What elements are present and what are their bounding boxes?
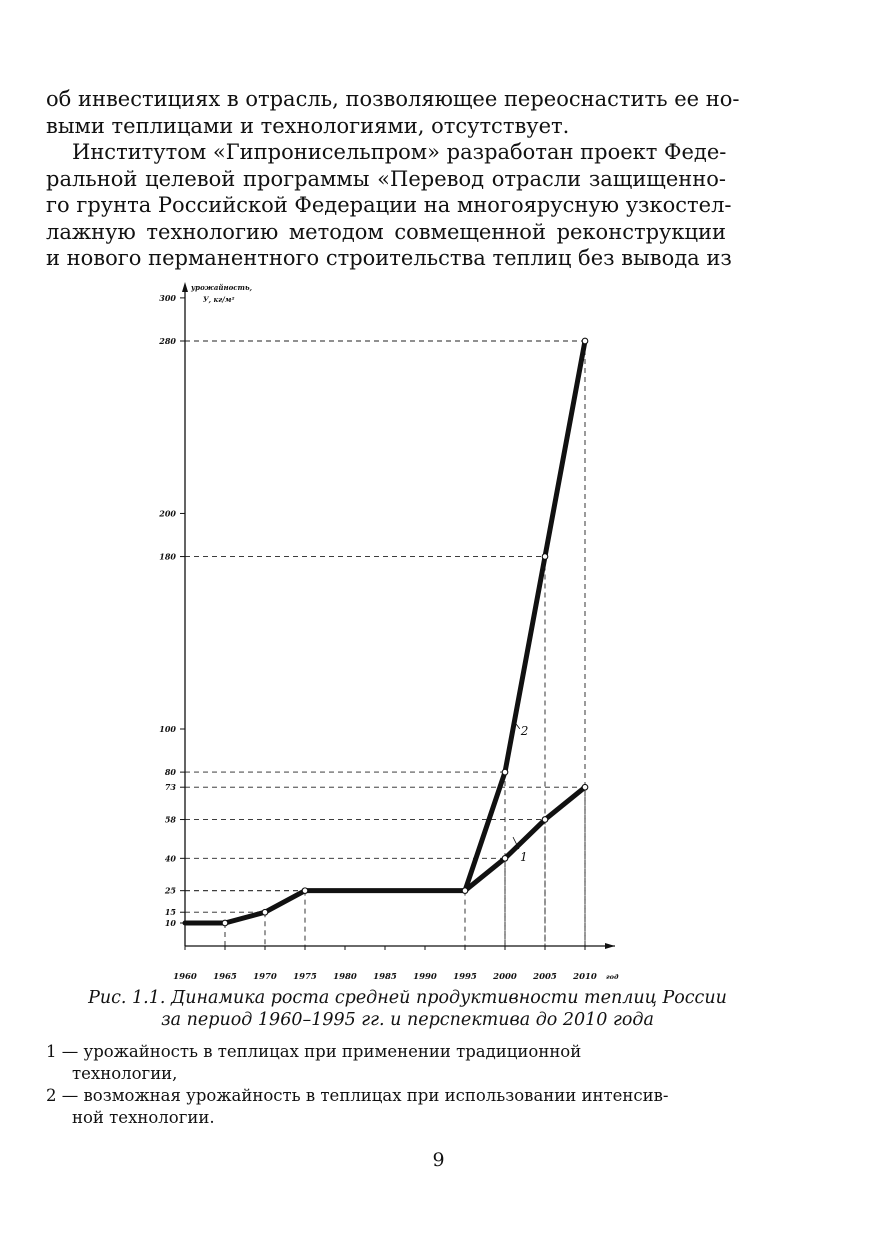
data-point-marker bbox=[502, 769, 508, 775]
text-line: выми теплицами и технологиями, отсутствует. bbox=[46, 113, 570, 138]
y-tick-label: 200 bbox=[159, 508, 176, 519]
x-tick-label: 1960 bbox=[173, 972, 197, 980]
text-line: лажную технологию методом совмещенной реконструкции bbox=[46, 219, 726, 244]
tick-labels bbox=[158, 293, 619, 980]
chart-annotations bbox=[190, 283, 528, 864]
y-tick-label: 10 bbox=[164, 918, 176, 928]
y-tick-label: 280 bbox=[159, 336, 176, 346]
y-axis-label-unit: У, кг/м² bbox=[203, 295, 235, 304]
y-tick-label: 25 bbox=[164, 885, 176, 896]
data-point-marker bbox=[582, 784, 588, 790]
y-tick-label: 100 bbox=[159, 724, 176, 734]
x-tick-label: 2010 bbox=[573, 972, 597, 980]
text-line: и нового перманентного строительства теплиц без вывода из bbox=[46, 246, 732, 270]
legend-item-2-cont: ной технологии. bbox=[72, 1108, 215, 1127]
data-point-marker bbox=[222, 920, 228, 926]
y-tick-label: 40 bbox=[164, 853, 176, 864]
x-tick-label: 2005 bbox=[533, 972, 557, 980]
data-point-marker bbox=[462, 888, 468, 894]
text-line: об инвестициях в отрасль, позволяющее переоснастить ее но- bbox=[46, 87, 740, 111]
legend-item-2: 2 — возможная урожайность в теплицах при использовании интенсив- bbox=[46, 1086, 669, 1105]
legend-item-1: 1 — урожайность в теплицах при применении традиционной bbox=[46, 1042, 582, 1061]
y-tick-label: 58 bbox=[164, 814, 176, 825]
y-tick-label: 15 bbox=[164, 907, 176, 918]
figure-caption bbox=[40, 987, 775, 1031]
legend-item-1-cont: технологии, bbox=[72, 1064, 178, 1083]
series-lines bbox=[185, 341, 585, 923]
y-axis-label: урожайность, bbox=[191, 283, 253, 292]
text-line: ральной целевой программы «Перевод отрасли защищенно- bbox=[46, 166, 726, 191]
series-2-label: 2 bbox=[520, 723, 529, 738]
y-axis-arrow bbox=[182, 282, 188, 292]
chart-axes bbox=[182, 282, 615, 949]
caption-line: Рис. 1.1. Динамика роста средней продуктивности теплиц России bbox=[88, 988, 727, 1008]
x-tick-label: 1965 bbox=[213, 972, 237, 980]
caption-line: за период 1960–1995 гг. и перспектива до 2010 года bbox=[161, 1010, 654, 1030]
data-point-marker bbox=[582, 338, 588, 344]
x-tick-label: 1995 bbox=[453, 972, 477, 980]
data-point-marker bbox=[542, 554, 548, 560]
figure-legend bbox=[46, 1041, 746, 1129]
text-line: Институтом «Гипронисельпром» разработан проект Феде- bbox=[72, 140, 727, 164]
x-axis-unit: год bbox=[606, 973, 619, 980]
y-tick-label: 300 bbox=[159, 292, 176, 303]
chart-svg bbox=[140, 278, 620, 980]
yield-chart bbox=[140, 278, 620, 980]
text-line: го грунта Российской Федерации на многоярусную узкостел- bbox=[46, 193, 732, 217]
data-point-marker bbox=[262, 909, 268, 915]
series-line-2 bbox=[465, 341, 585, 891]
data-point-marker bbox=[542, 817, 548, 823]
x-axis-arrow bbox=[605, 943, 615, 949]
x-tick-label: 1980 bbox=[333, 972, 357, 980]
x-tick-label: 1975 bbox=[293, 972, 317, 980]
x-tick-label: 2000 bbox=[493, 972, 517, 980]
data-point-marker bbox=[302, 888, 308, 894]
x-tick-label: 1970 bbox=[253, 972, 277, 980]
y-tick-label: 73 bbox=[164, 782, 176, 793]
y-tick-label: 180 bbox=[159, 551, 176, 562]
y-tick-label: 80 bbox=[164, 767, 176, 778]
x-tick-label: 1990 bbox=[413, 972, 437, 980]
series-1-label: 1 bbox=[520, 850, 528, 865]
page-number: 9 bbox=[432, 1149, 445, 1171]
data-point-marker bbox=[502, 856, 508, 862]
x-tick-label: 1985 bbox=[373, 972, 397, 980]
body-paragraph bbox=[46, 86, 740, 272]
